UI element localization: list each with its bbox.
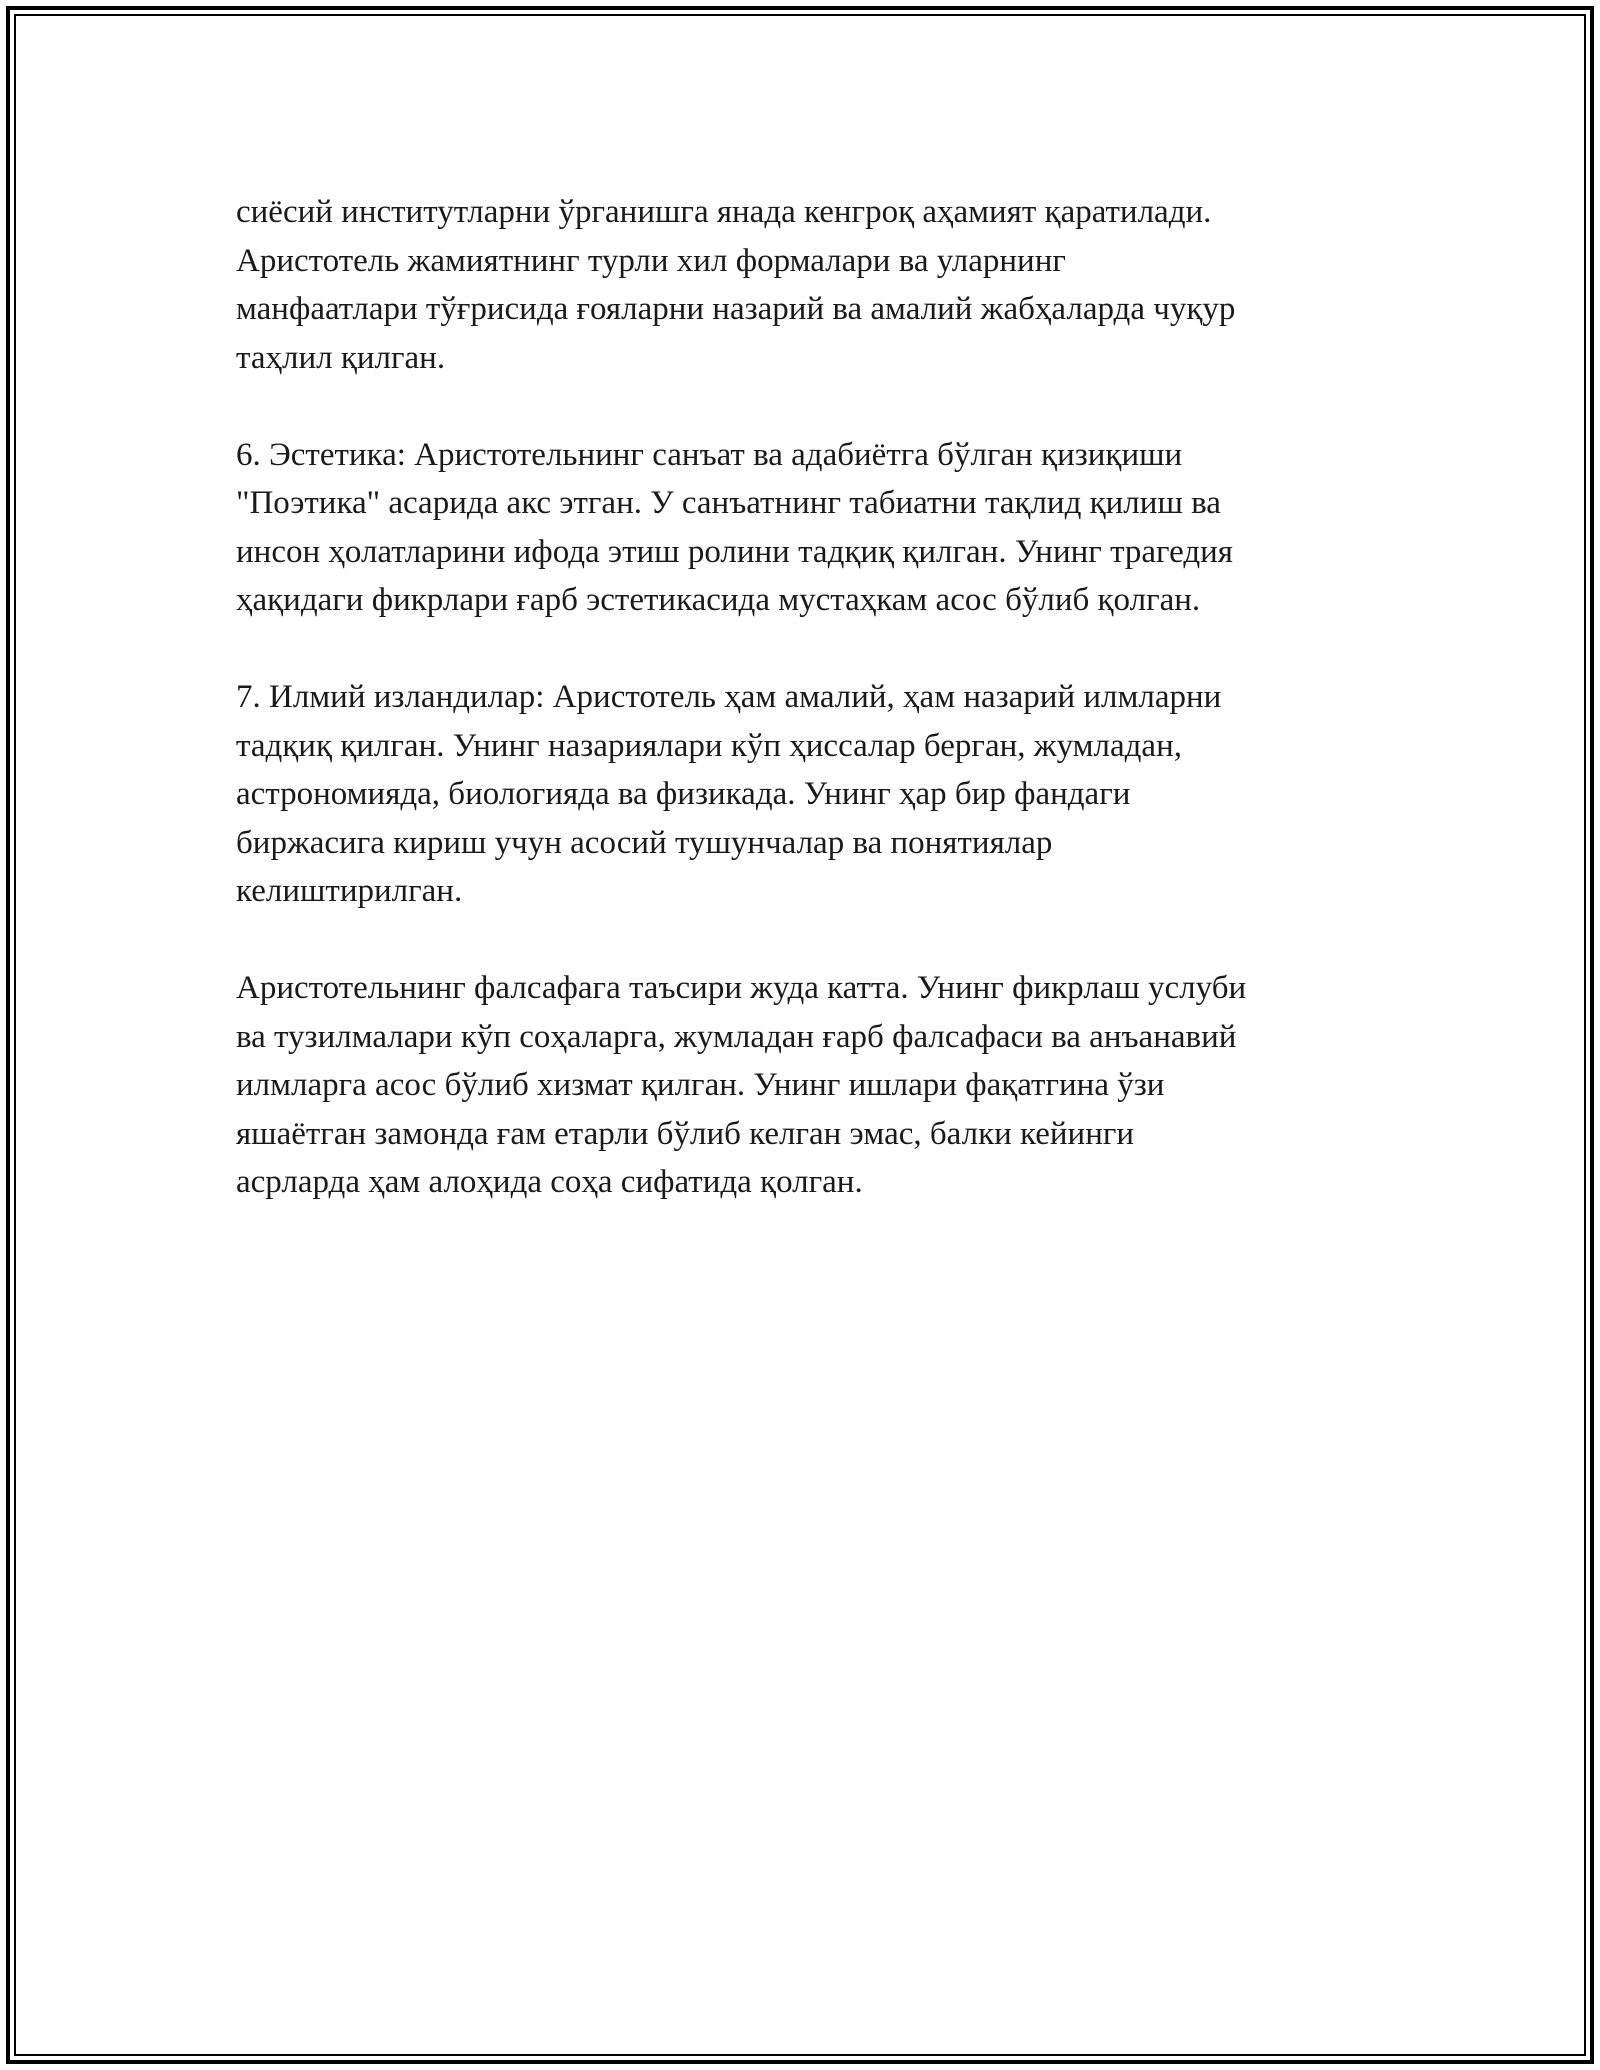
text-line: асрларда ҳам алоҳида соҳа сифатида қолган. (236, 1164, 863, 1200)
text-line: ва тузилмалари кўп соҳаларга, жумладан ғарб фалсафаси ва анъанавий (236, 1018, 1237, 1055)
paragraph-politics-continued (236, 188, 1396, 382)
text-line: астрономияда, биологияда ва физикада. Унинг ҳар бир фандаги (236, 776, 1131, 812)
text-line: 6. Эстетика: Аристотельнинг санъат ва адабиётга бўлган қизиқиши (236, 436, 1183, 473)
text-line: келиштирилган. (236, 873, 463, 909)
paragraph-scientific-research (236, 673, 1396, 916)
text-line: тадқиқ қилган. Унинг назариялари кўп ҳиссалар берган, жумладан, (236, 727, 1182, 764)
text-line: таҳлил қилган. (236, 339, 446, 376)
text-line: инсон ҳолатларини ифода этиш ролини тадқиқ қилган. Унинг трагедия (236, 533, 1233, 570)
text-line: ҳақидаги фикрлари ғарб эстетикасида мустаҳкам асос бўлиб қолган. (236, 582, 1201, 618)
text-line: Аристотель жамиятнинг турли хил формалари ва уларнинг (236, 242, 1066, 279)
document-body (236, 188, 1396, 1255)
paragraph-conclusion (236, 964, 1396, 1207)
text-line: сиёсий институтларни ўрганишга янада кенгроқ аҳамият қаратилади. (236, 194, 1212, 230)
paragraph-aesthetics (236, 431, 1396, 625)
text-line: 7. Илмий изландилар: Аристотель ҳам амалий, ҳам назарий илмларни (236, 679, 1222, 715)
text-line: биржасига кириш учун асосий тушунчалар ва понятиялар (236, 824, 1053, 861)
text-line: Аристотельнинг фалсафага таъсири жуда катта. Унинг фикрлаш услуби (236, 970, 1247, 1006)
text-line: манфаатлари тўғрисида ғояларни назарий ва амалий жабҳаларда чуқур (236, 291, 1236, 327)
text-line: илмларга асос бўлиб хизмат қилган. Унинг ишлари фақатгина ўзи (236, 1067, 1165, 1103)
text-line: "Поэтика" асарида акс этган. У санъатнинг табиатни тақлид қилиш ва (236, 485, 1221, 521)
text-line: яшаётган замонда ғам етарли бўлиб келган эмас, балки кейинги (236, 1115, 1135, 1152)
